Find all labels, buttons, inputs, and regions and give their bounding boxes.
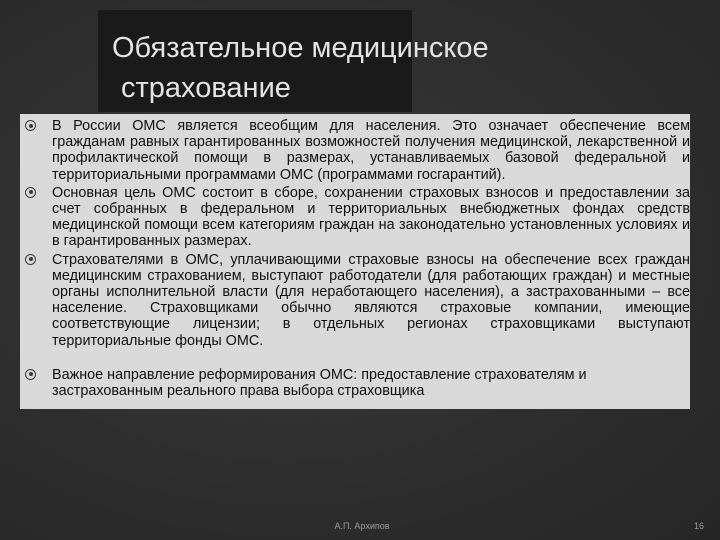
circle-bullet-icon — [25, 120, 36, 131]
content-area — [20, 114, 690, 409]
bullet-item — [20, 252, 690, 349]
bullet-item — [20, 367, 690, 399]
bullet-item — [20, 118, 690, 183]
page-number: 16 — [693, 521, 704, 531]
footer-author: А.П. Архипов — [334, 521, 390, 531]
circle-bullet-icon — [25, 254, 36, 265]
title-line-2: страхование — [121, 72, 291, 104]
circle-bullet-icon — [25, 369, 36, 380]
bullet-text: В России ОМС является всеобщим для населения. Это означает обеспечение всем гражданам равных гарантированных возможностей получения медицинской, лекарственной и профилактической помощи в размерах, устанавливаемых базовой федеральной и территориальными программами ОМС (программами госгарантий). — [52, 118, 690, 183]
title-line-1: Обязательное медицинское — [112, 32, 489, 64]
circle-bullet-icon — [25, 187, 36, 198]
bullet-text: Страхователями в ОМС, уплачивающими страховые взносы на обеспечение всех граждан медицинским страхованием, выступают работодатели (для работающих граждан) и местные органы исполнительной власти (для неработающего населения), а застрахованными – все население. Страховщиками обычно являются страховые компании, имеющие соответствующие лицензии; в отдельных регионах страховщиками выступают территориальные фонды ОМС. — [52, 251, 690, 349]
bullet-item — [20, 185, 690, 250]
slide-title — [112, 28, 612, 108]
bullet-text: Важное направление реформирования ОМС: предоставление страхователям и застрахованным реального права выбора страховщика — [52, 366, 587, 400]
bullet-text: Основная цель ОМС состоит в сборе, сохранении страховых взносов и предоставлении за счет собранных в федеральном и территориальных внебюджетных фондах средств медицинской помощи всем категориям граждан на законодательно установленных условиях и в гарантированных размерах. — [52, 184, 690, 250]
